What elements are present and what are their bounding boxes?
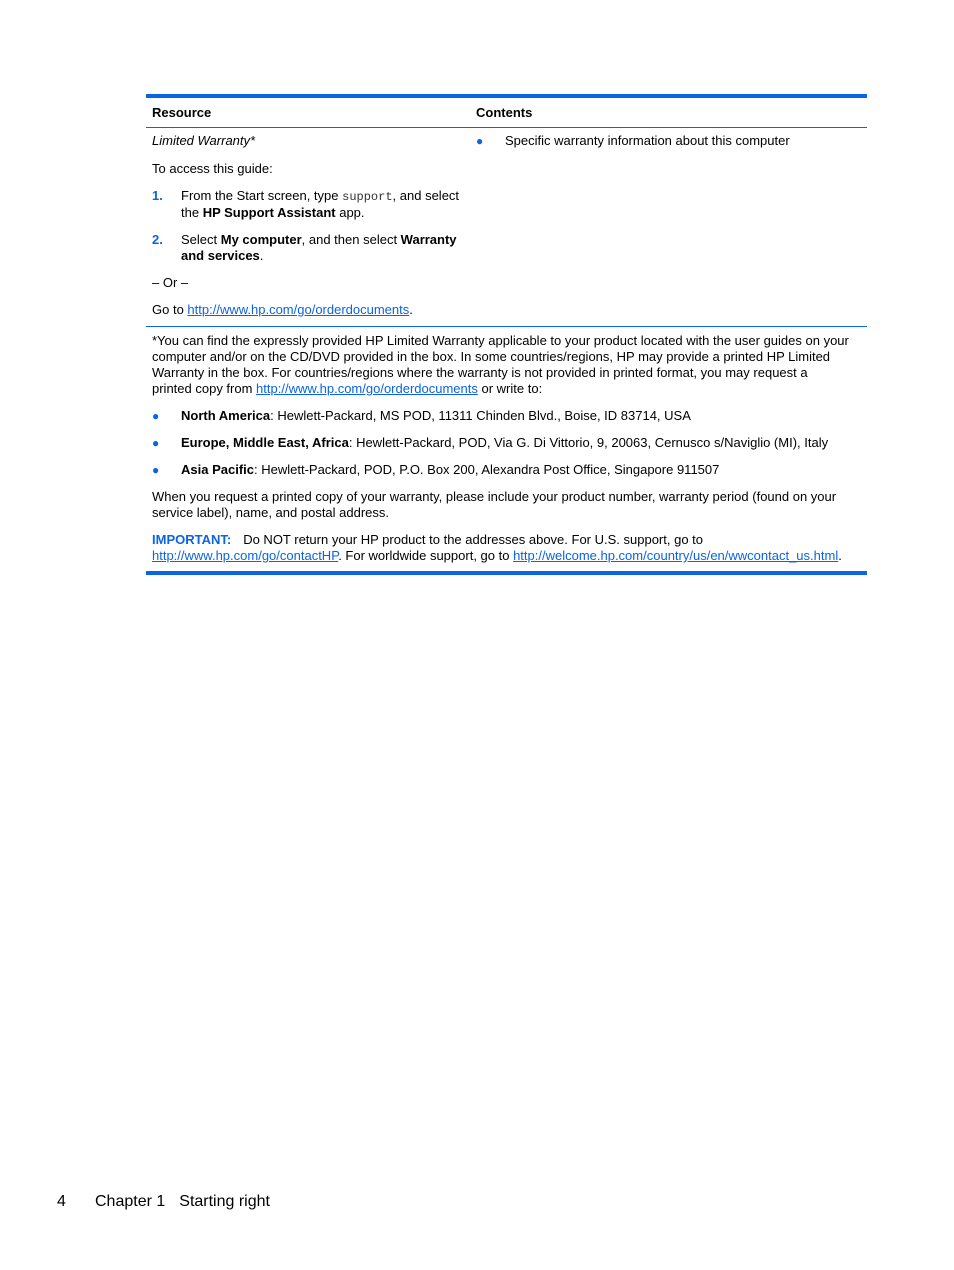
app-name: HP Support Assistant [202,205,336,220]
page-footer [57,1192,270,1212]
address-emea: ● Europe, Middle East, Africa: Hewlett-Packard, POD, Via G. Di Vittorio, 9, 20063, Cernusco s/Naviglio (MI), Italy [152,435,829,450]
orderdocuments-link[interactable]: http://www.hp.com/go/orderdocuments [187,302,410,317]
bullet-icon: ● [476,134,484,148]
page-number: 4 [57,1193,66,1210]
important-label: IMPORTANT: [152,532,232,547]
contents-cell [470,133,867,318]
contents-bullet: ● Specific warranty information about this computer [476,133,790,148]
chapter-title: Starting right [179,1193,270,1210]
orderdocuments-link-2[interactable]: http://www.hp.com/go/orderdocuments [256,381,478,396]
resource-cell [146,133,470,318]
address-asia-pacific: ● Asia Pacific: Hewlett-Packard, POD, P.O. Box 200, Alexandra Post Office, Singapore 911507 [152,462,720,477]
bullet-icon: ● [152,436,160,450]
bullet-icon: ● [152,409,160,423]
table-row-limited-warranty [146,128,867,326]
goto-line: Go to http://www.hp.com/go/orderdocuments. [152,302,413,317]
contacthp-link[interactable]: http://www.hp.com/go/contactHP [152,548,339,563]
header-resource: Resource [152,105,212,120]
address-north-america: ● North America: Hewlett-Packard, MS POD, 11311 Chinden Blvd., Boise, ID 83714, USA [152,408,691,423]
bullet-icon: ● [152,463,160,477]
step-1 [152,188,462,221]
step-number: 2. [152,232,163,247]
table-header-row [146,98,867,127]
or-separator: – Or – [152,275,189,290]
warranty-resource-table [146,94,867,575]
wwcontact-link[interactable]: http://welcome.hp.com/country/us/en/wwcontact_us.html [513,548,839,563]
step-2 [152,232,462,264]
step-number: 1. [152,188,163,203]
resource-title: Limited Warranty* [152,133,256,148]
important-note: IMPORTANT: Do NOT return your HP product to the addresses above. For U.S. support, go to http://www.hp.com/go/contactHP. For worldwide support, go to http://welcome.hp.com/country/us/en/wwcontact_us.html. [152,532,842,563]
step-text: Select My computer, and then select Warranty and services. [181,232,457,263]
warranty-note: *You can find the expressly provided HP Limited Warranty applicable to your product located with the user guides on your computer and/or on the CD/DVD provided in the box. In some countries/regions, HP may provide a printed HP Limited Warranty in the box. For countries/regions where the warranty is not provided in printed format, you may request a printed copy from http://www.hp.com/go/orderdocuments or write to: [152,333,849,396]
step-text: From the Start screen, type support, and select the HP Support Assistant app. [181,188,460,220]
header-contents: Contents [476,105,533,120]
code-support: support [342,190,393,204]
table-bottom-rule [146,571,867,575]
table-row-warranty-note [146,327,867,571]
access-intro: To access this guide: [152,161,273,176]
request-instructions: When you request a printed copy of your warranty, please include your product number, warranty period (found on your service label), name, and postal address. [152,489,837,520]
chapter-label: Chapter 1 [95,1193,166,1210]
